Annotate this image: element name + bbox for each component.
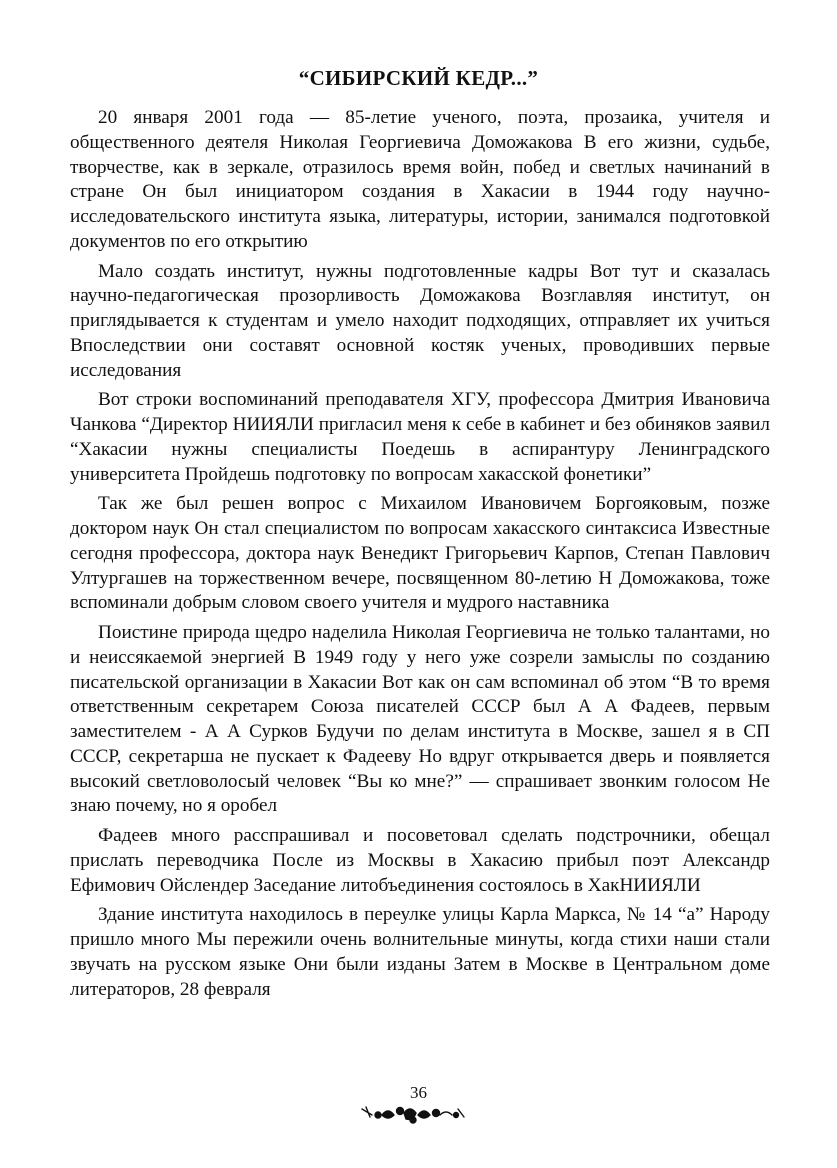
paragraph-3: Вот строки воспоминаний преподавателя ХГУ, профессора Дмитрия Ивановича Чанкова “Директор НИИЯЛИ пригласил меня к себе в кабинет и без обиняков заявил “Хакасии нужны специалисты Поедешь в аспирантуру Ленинградского университета Пройдешь подготовку по вопросам хакасской фонетики” [70,389,770,485]
paragraph-1: 20 января 2001 года — 85-летие ученого, поэта, прозаика, учителя и общественного деятеля Николая Георгиевича Доможакова В его жизни, судьбе, творчестве, как в зеркале, отразилось время войн, побед и светлых начинаний в стране Он был инициатором создания в Хакасии в 1944 году научно-исследовательского института языка, литературы, истории, занимался подготовкой документов по его открытию [70,107,770,252]
paragraph-7: Здание института находилось в переулке улицы Карла Маркса, № 14 “а” Народу пришло много Мы пережили очень волнительные минуты, когда стихи наши стали звучать на русском языке Они были изданы Затем в Москве в Центральном доме литераторов, 28 февраля [70,904,770,1000]
page-number: 36 [410,1083,427,1102]
paragraph-2: Мало создать институт, нужны подготовленные кадры Вот тут и сказалась научно-педагогическая прозорливость Доможакова Возглавляя институт, он приглядывается к студентам и умело находит подходящих, отправляет их учиться Впоследствии они составят основной костяк ученых, проводивших первые исследования [70,260,770,381]
paragraph-4: Так же был решен вопрос с Михаилом Ивановичем Боргояковым, позже доктором наук Он стал специалистом по вопросам хакасского синтаксиса Известные сегодня профессора, доктора наук Венедикт Григорьевич Карпов, Степан Павлович Ултургашев на торжественном вечере, посвященном 80-летию Н Доможакова, тоже вспоминали добрым словом своего учителя и мудрого наставника [70,493,770,614]
paragraph-6: Фадеев много расспрашивал и посоветовал сделать подстрочники, обещал прислать переводчика После из Москвы в Хакасию прибыл поэт Александр Ефимович Ойслендер Заседание литобъединения состоялось в ХакНИИЯЛИ [70,825,770,896]
floral-ornament-icon [358,1101,468,1125]
paragraph-5: Поистине природа щедро наделила Николая Георгиевича не только талантами, но и неиссякаемой энергией В 1949 году у него уже созрели замыслы по созданию писательской организации в Хакасии Вот как он сам вспоминал об этом “В то время ответственным секретарем Союза писателей СССР был А А Фадеев, первым заместителем - А А Сурков Будучи по делам института в Москве, зашел я в СП СССР, секретарша не пускает к Фадееву Но вдруг открывается дверь и появляется высокий светловолосый человек “Вы ко мне?” — спрашивает звонким голосом Не знаю почему, но я оробел [70,622,770,817]
article-body [70,106,770,1007]
article-title: “СИБИРСКИЙ КЕДР...” [298,66,539,90]
